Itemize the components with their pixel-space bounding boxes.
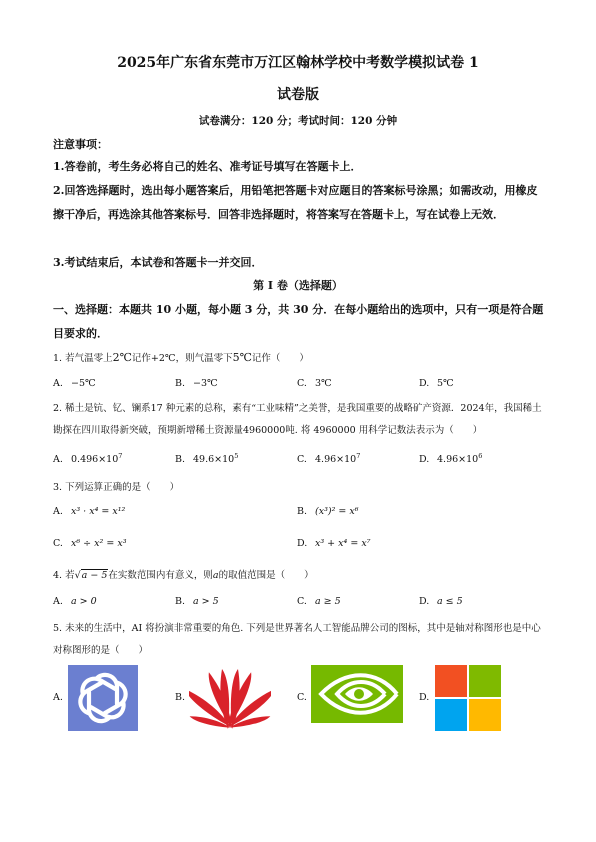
microsoft-logo-icon <box>435 665 501 731</box>
option-c[interactable]: C. x⁶ ÷ x² = x³ <box>53 538 127 549</box>
question-3-options-row2 <box>53 538 548 556</box>
option-b[interactable]: B. (x³)² = x⁶ <box>297 506 359 517</box>
section-title: 第 I 卷（选择题） <box>253 279 343 292</box>
part-instructions: 一、选择题：本题共 10 小题，每小题 3 分，共 30 分．在每小题给出的选项中，只有一项是符合题目要求的． <box>53 303 544 340</box>
nvidia-logo-icon <box>311 665 403 723</box>
question-4-options <box>53 596 548 614</box>
question-1: 1. 若气温零上2℃记作+2℃，则气温零下5℃记作（ ） <box>53 351 309 364</box>
option-c[interactable]: C. a ≥ 5 <box>297 596 341 607</box>
option-d[interactable]: D. a ≤ 5 <box>419 596 463 607</box>
huawei-logo-icon <box>189 665 271 731</box>
option-b[interactable]: B. −3℃ <box>175 378 218 389</box>
option-a[interactable]: A. −5℃ <box>53 378 96 389</box>
question-3-options-row1 <box>53 506 548 524</box>
question-2-options <box>53 452 548 470</box>
question-5-options: A. B. C. D. <box>53 662 548 734</box>
exam-subtitle: 试卷版 <box>277 87 319 103</box>
radicand: a − 5 <box>81 570 108 581</box>
option-b[interactable]: B. $49.6\times 10^5$ <box>175 452 239 465</box>
option-a[interactable]: A. x³ · x⁴ = x¹² <box>53 506 126 517</box>
question-3: 3. 下列运算正确的是（ ） <box>53 482 180 493</box>
question-2: 2. 稀土是钪、钇、镧系17 种元素的总称，素有“工业味精”之美誉，是我国重要的战略矿产资源．2024年，我国稀土勘探在四川取得新突破，预期新增稀土资源量4960000吨. 将 4960000 用科学记数法表示为（ ） <box>53 403 542 436</box>
option-a[interactable]: A. $0.496\times 10^7$ <box>53 452 123 465</box>
openai-logo-icon <box>68 665 138 731</box>
note-item: 2.回答选择题时，选出每小题答案后，用铅笔把答题卡对应题目的答案标号涂黑；如需改动，用橡皮擦干净后，再选涂其他答案标号．回答非选择题时，将答案写在答题卡上，写在试卷上无效． <box>53 184 538 221</box>
option-d[interactable]: D. $4.96\times 10^6$ <box>419 452 483 465</box>
option-c[interactable]: C. 3℃ <box>297 378 332 389</box>
question-4: 4. 若√a − 5在实数范围内有意义，则a的取值范围是（ ） <box>53 570 314 581</box>
note-item: 3.考试结束后，本试卷和答题卡一并交回． <box>53 256 263 269</box>
exam-info: 试卷满分：120 分；考试时间：120 分钟 <box>198 115 398 127</box>
option-c[interactable]: C. $4.96\times 10^7$ <box>297 452 361 465</box>
note-item: 1.答卷前，考生务必将自己的姓名、准考证号填写在答题卡上． <box>53 160 362 173</box>
option-b[interactable]: B. a > 5 <box>175 596 219 607</box>
question-1-options <box>53 378 548 396</box>
notes-heading: 注意事项： <box>53 138 108 151</box>
option-a[interactable]: A. a > 0 <box>53 596 97 607</box>
option-d[interactable]: D. x³ + x⁴ = x⁷ <box>297 538 371 549</box>
question-5: 5. 未来的生活中，AI 将扮演非常重要的角色. 下列是世界著名人工智能品牌公司的图标，其中是轴对称图形也是中心对称图形的是（ ） <box>53 623 541 656</box>
exam-title: 2025年广东省东莞市万江区翰林学校中考数学模拟试卷 1 <box>117 55 479 71</box>
radical-sign: √ <box>74 570 81 581</box>
option-d[interactable]: D. 5℃ <box>419 378 454 389</box>
